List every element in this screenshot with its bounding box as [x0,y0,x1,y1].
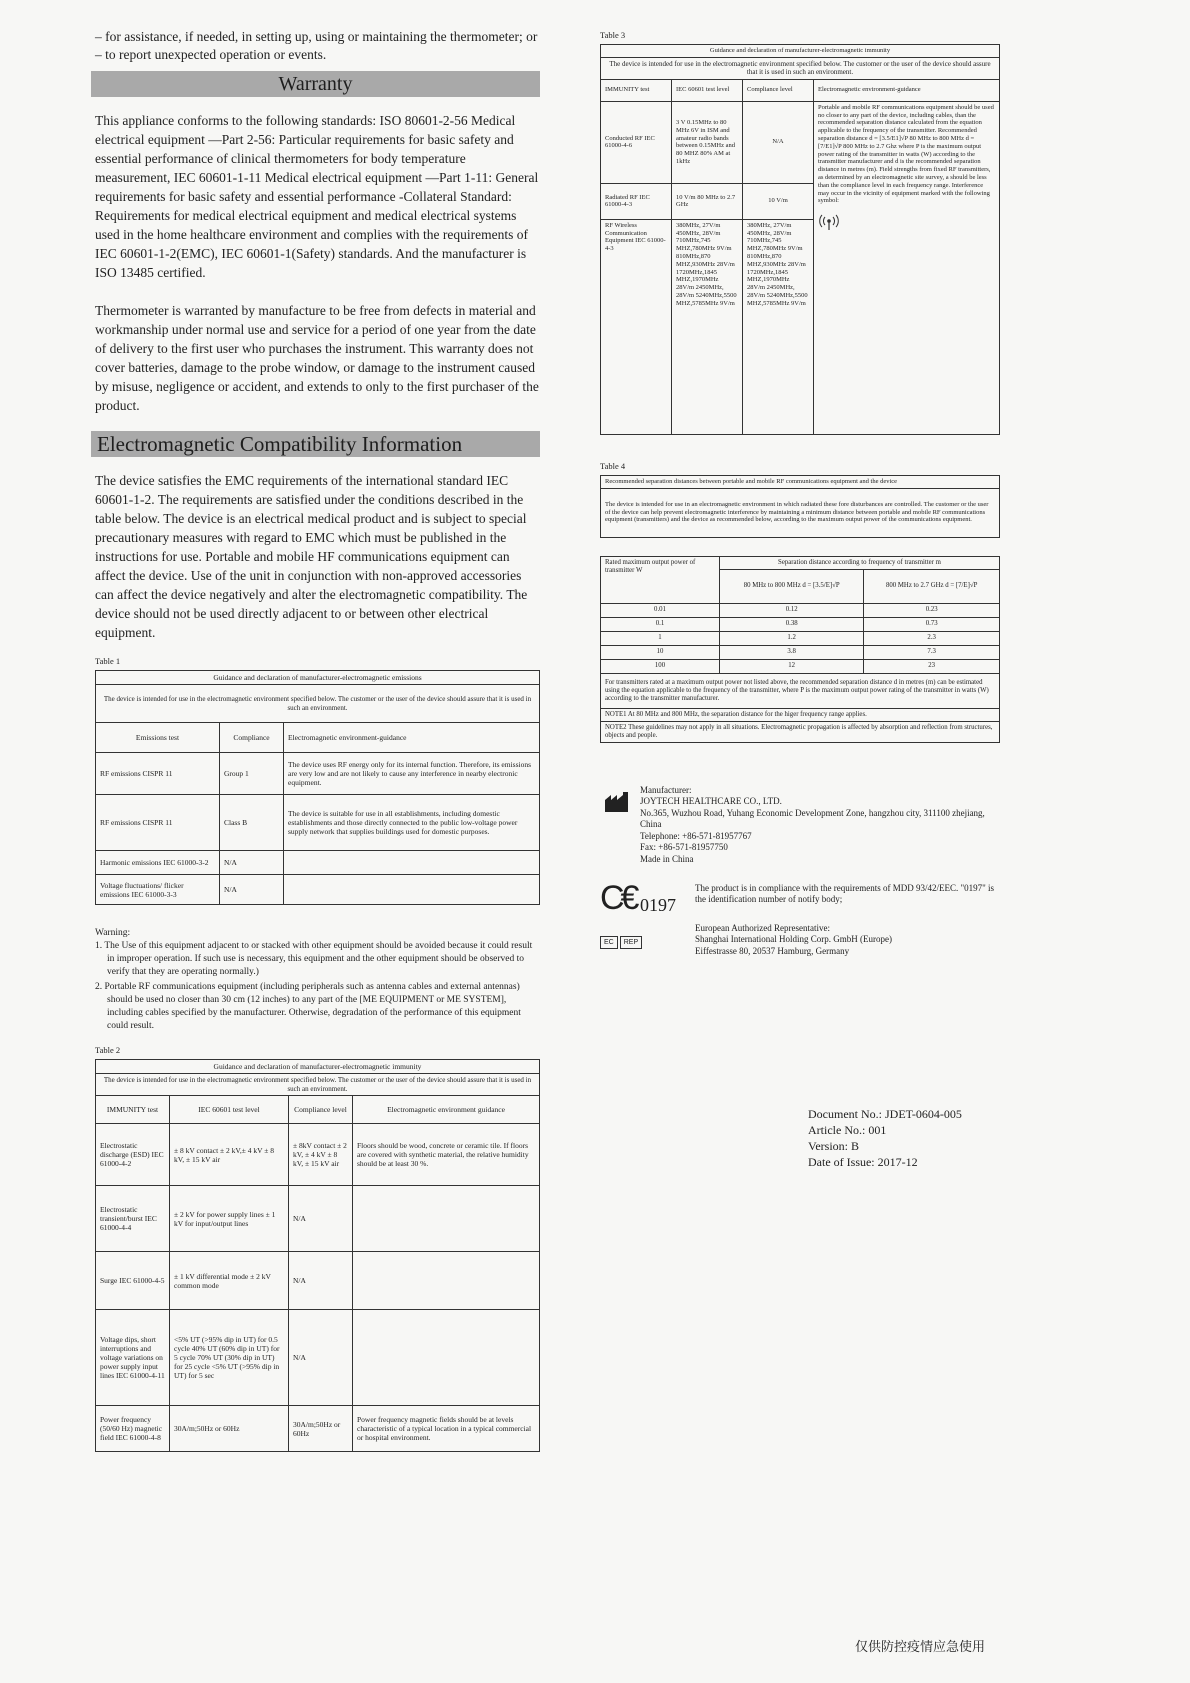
ce-block [600,878,1000,917]
table4-note1: NOTE1 At 80 MHz and 800 MHz, the separation distance for the higer frequency range applies. [601,708,1000,721]
document-info [808,1106,1028,1170]
warning-item-2: 2. Portable RF communications equipment (including peripherals such as antenna cables and external antennas) should be used no closer than 30 cm (12 inches) to any part of the [ME EQUIPMENT or ME SYSTEM], including cables specified by the manufacturer. Otherwise, degradation of the performance of this equipment could result. [95,982,521,1031]
table3-header: Compliance level [743,79,814,101]
table2-note: The device is intended for use in the electromagnetic environment specified below. The customer or the user of the device should assure that it is used in such an environment. [96,1074,540,1096]
table3-label: Table 3 [600,30,626,40]
ec-rep-label: European Authorized Representative: [695,922,830,933]
table-row: Electrostatic discharge (ESD) IEC 61000-4-2 ± 8 kV contact ± 2 kV,± 4 kV ± 8 kV, ± 15 kV air ± 8kV contact ± 2 kV, ± 4 kV ± 8 kV, ± 15 kV air Floors should be wood, concrete or ceramic tile. If floors are covered with synthetic material, the relative humidity should be at least 30 %. [96,1124,540,1186]
table4-note2: NOTE2 These guidelines may not apply in all situations. Electromagnetic propagation is affected by absorption and reflection from structures, objects and people. [601,721,1000,742]
article-number: Article No.: 001 [808,1123,887,1137]
factory-icon [604,791,630,818]
table-row: Radiated RF IEC 61000-4-3 10 V/m 80 MHz to 2.7 GHz 10 V/m [601,183,1000,219]
table1-header: Emissions test [96,723,220,753]
table3-header: Electromagnetic environment-guidance [814,79,1000,101]
table3-rf-immunity [600,44,1000,435]
table4-label: Table 4 [600,460,626,471]
warning-section [95,927,540,1033]
table3-note: The device is intended for use in the electromagnetic environment specified below. The customer or the user of the device should assure that it is used in such an environment. [601,57,1000,79]
warranty-heading: Warranty [91,71,540,97]
table2-header: IMMUNITY test [96,1096,170,1124]
rf-transmitter-icon [818,213,995,234]
ec-rep-icon: EC REP [600,931,644,949]
manufacturer-telephone: Telephone: +86-571-81957767 [640,830,752,841]
manufacturer-name: JOYTECH HEALTHCARE CO., LTD. [640,796,782,807]
table-row: 10 3.8 7.3 [601,645,1000,659]
chinese-footer-note: 仅供防控疫情应急使用 [855,1640,986,1655]
table-row: 100 12 23 [601,659,1000,673]
right-column [600,30,1000,963]
manufacturer-block [600,784,1000,864]
table2-immunity [95,1059,540,1452]
table4-col-power: Rated maximum output power of transmitter W [601,556,720,603]
table4-intro: The device is intended for use in an electromagnetic environment in which radiated these fore disturbances are controlled. The customer or the user of the device can help prevent electromagnetic interference by maintaining a minimum distance between portable and mobile RF communications equipment (transmitters) and the device as recommended below, according to the maximum output power of the communications equipment. [601,488,1000,537]
table2-header: Electromagnetic environment guidance [353,1096,540,1124]
table1-label: Table 1 [95,656,121,666]
table3-header: IEC 60601 test level [672,79,743,101]
table4-header-box [600,475,1000,538]
made-in: Made in China [640,853,694,864]
ce-compliance-text: The product is in compliance with the requirements of MDD 93/42/EEC. "0197" is the identification number of notify body; [695,882,995,905]
emc-paragraph: The device satisfies the EMC requirements of the international standard IEC 60601-1-2. The requirements are satisfied under the conditions described in the table below. The device is an electrical medical product and is subject to special precautionary measures with regard to EMC which must be published in the instructions for use. Portable and mobile HF communications equipment can affect the device. Use of the unit in conjunction with non-approved accessories can affect the device negatively and alter the electromagnetic compatibility. The device should not be used directly adjacent to or between other electrical equipment. [95,473,528,640]
ce-number: 0197 [640,894,676,915]
table-row: Conducted RF IEC 61000-4-6 3 V 0.15MHz to 80 MHz 6V in ISM and amateur radio bands between 0.15MHz and 80 MHZ 80% AM at 1kHz N/A Portable and mobile RF communications equipment should be used no closer to any part of the device, including cables, than the recommended separation distance calculated from the equation applicable to the frequency of the transmitter. Recommended separation distance d = [3.5/E1]√P 80 MHz to 800 MHz d = [7/E1]√P 800 MHz to 2.7 Ghz where P is the maximum output power rating of the transmitter in watts (W) according to the transmitter manufacturer and d is the recommended separation distance in metres (m). Field strengths from fixed RF transmitters, as determined by an electromagnetic site survey, a should be less than the compliance level in each frequency range. Interference may occur in the vicinity of equipment marked with the following symbol: [601,101,1000,183]
table-row: Surge IEC 61000-4-5 ± 1 kV differential mode ± 2 kV common mode N/A [96,1252,540,1310]
left-column [95,28,540,1452]
version: Version: B [808,1139,859,1153]
table1-header: Electromagnetic environment-guidance [284,723,540,753]
table2-header: Compliance level [289,1096,353,1124]
table-row: Power frequency (50/60 Hz) magnetic field IEC 61000-4-8 30A/m;50Hz or 60Hz 30A/m;50Hz or 60Hz Power frequency magnetic fields should be at levels characteristic of a typical location in a typical commercial or hospital environment. [96,1406,540,1452]
table2-label: Table 2 [95,1045,121,1055]
manufacturer-fax: Fax: +86-571-81957750 [640,842,728,853]
ec-rep-address: Eiffestrasse 80, 20537 Hamburg, Germany [695,945,850,956]
table1-title: Guidance and declaration of manufacturer-electromagnetic emissions [96,671,540,685]
manufacturer-address: No.365, Wuzhou Road, Yuhang Economic Development Zone, hangzhou city, 311100 zhejiang, China [640,807,985,830]
table-row: Harmonic emissions IEC 61000-3-2 N/A [96,851,540,875]
warning-title: Warning: [95,928,131,938]
table-row: Electrostatic transient/burst IEC 61000-4-4 ± 2 kV for power supply lines ± 1 kV for input/output lines N/A [96,1186,540,1252]
table3-guidance: Portable and mobile RF communications equipment should be used no closer to any part of the device, including cables, than the recommended separation distance calculated from the equation applicable to the frequency of the transmitter. Recommended separation distance d = [3.5/E1]√P 80 MHz to 800 MHz d = [7/E1]√P 800 MHz to 2.7 Ghz where P is the maximum output power rating of the transmitter in watts (W) according to the transmitter manufacturer and d is the recommended separation distance in metres (m). Field strengths from fixed RF transmitters, as determined by an electromagnetic site survey, a should be less than the compliance level in each frequency range. Interference may occur in the vicinity of equipment marked with the following symbol: [814,101,1000,434]
warranty-terms-paragraph: Thermometer is warranted by manufacture to be free from defects in material and workmanship under normal use and service for a period of one year from the date of delivery to the first user who purchases the instrument. This warranty does not cover batteries, damage to the probe window, or damage to the instrument caused by misuse, negligence or accident, and extends to only to the first purchaser of the product. [95,303,539,413]
table-row: Voltage dips, short interruptions and voltage variations on power supply input lines IEC 61000-4-11 <5% UT (>95% dip in UT) for 0.5 cycle 40% UT (60% dip in UT) for 5 cycle 70% UT (30% dip in UT) for 25 cycle <5% UT (>95% dip in UT) for 5 sec N/A [96,1310,540,1406]
table4-col-group: Separation distance according to frequency of transmitter m [720,556,1000,569]
table-row: Voltage fluctuations/ flicker emissions IEC 61000-3-3 N/A [96,875,540,905]
ec-rep-block [600,923,1000,963]
table1-header: Compliance [220,723,284,753]
table-row: 0.1 0.38 0.73 [601,617,1000,631]
warning-item-1: 1. The Use of this equipment adjacent to or stacked with other equipment should be avoided because it could result in improper operation. If such use is necessary, this equipment and the other equipment should be observed to verify that they are operating normally.) [95,941,533,977]
table-row: 0.01 0.12 0.23 [601,603,1000,617]
table1-note: The device is intended for use in the electromagnetic environment specified below. The customer or the user of the device should assure that it is used in such an environment. [96,685,540,723]
table-row: RF emissions CISPR 11 Class B The device is suitable for use in all establishments, including domestic establishments and those directly connected to the public low-voltage power supply network that supplies buildings used for domestic purposes. [96,795,540,851]
warranty-standards-paragraph: This appliance conforms to the following standards: ISO 80601-2-56 Medical electrical equipment —Part 2-56: Particular requirements for basic safety and essential performance of clinical thermometers for body temperature measurement, IEC 60601-1-11 Medical electrical equipment —Part 1-11: General requirements for basic safety and essential performance -Collateral Standard: Requirements for medical electrical equipment and medical electrical systems used in the home healthcare environment and complies with the requirements of IEC 60601-1-2(EMC), IEC 60601-1(Safety) standards. And the manufacturer is ISO 13485 certified. [95,113,539,280]
ec-rep-name: Shanghai International Holding Corp. GmbH (Europe) [695,934,892,945]
table2-header: IEC 60601 test level [170,1096,289,1124]
table4-footnote: For transmitters rated at a maximum output power not listed above, the recommended separation distance d in metres (m) can be estimated using the equation applicable to the frequency of the transmitter, where P is the maximum output power rating of the transmitter in watts (W) according to the transmitter manufacturer. [601,673,1000,708]
table3-title: Guidance and declaration of manufacturer-electromagnetic immunity [601,45,1000,58]
table-row: RF Wireless Communication Equipment IEC 61000-4-3 380MHz, 27V/m 450MHz, 28V/m 710MHz,745 MHZ,780MHz 9V/m 810MHz,870 MHZ,930MHz 28V/m 1720MHz,1845 MHZ,1970MHz 28V/m 2450MHz, 28V/m 5240MHz,5500 MHZ,5785MHz 9V/m 380MHz, 27V/m 450MHz, 28V/m 710MHz,745 MHZ,780MHz 9V/m 810MHz,870 MHZ,930MHz 28V/m 1720MHz,1845 MHZ,1970MHz 28V/m 2450MHz, 28V/m 5240MHz,5500 MHZ,5785MHz 9V/m [601,219,1000,434]
table4-sub-80-800: 80 MHz to 800 MHz d = [3.5/E]√P [720,569,864,603]
table4-separation-distances [600,556,1000,743]
bullet-report: – to report unexpected operation or events. [95,46,327,62]
table4-sub-800-2700: 800 MHz to 2.7 GHz d = [7/E]√P [864,569,1000,603]
ce-mark-icon: C€ [600,878,636,917]
table2-title: Guidance and declaration of manufacturer-electromagnetic immunity [96,1060,540,1074]
bullet-assistance: – for assistance, if needed, in setting up, using or maintaining the thermometer; or [95,29,538,44]
document-number: Document No.: JDET-0604-005 [808,1107,962,1121]
table1-emissions [95,670,540,905]
table-row: 1 1.2 2.3 [601,631,1000,645]
table4-title: Recommended separation distances between portable and mobile RF communications equipment and the device [601,475,1000,488]
manufacturer-label: Manufacturer: [640,784,692,795]
table3-header: IMMUNITY test [601,79,672,101]
date-of-issue: Date of Issue: 2017-12 [808,1155,918,1169]
emc-heading: Electromagnetic Compatibility Information [91,431,540,457]
table-row: RF emissions CISPR 11 Group 1 The device uses RF energy only for its internal function. Therefore, its emissions are very low and are not likely to cause any interference in nearby electronic equipment. [96,753,540,795]
